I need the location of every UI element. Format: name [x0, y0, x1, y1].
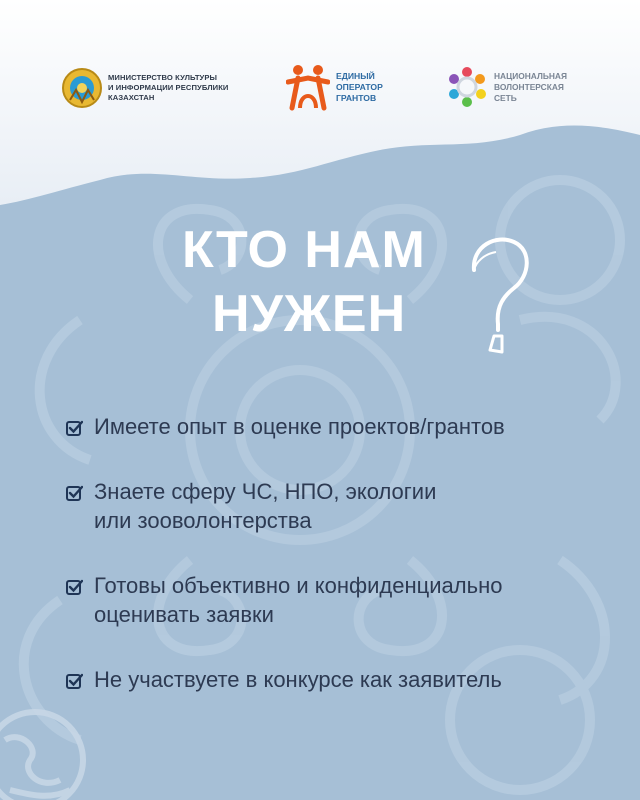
volunteer-line-2: ВОЛОНТЕРСКАЯ: [494, 81, 564, 92]
grants-line-3: ГРАНТОВ: [336, 92, 377, 103]
kazakhstan-emblem-icon: [62, 66, 102, 110]
ministry-line-1: МИНИСТЕРСТВО КУЛЬТУРЫ: [108, 73, 218, 82]
volunteer-network-logo-icon: [446, 66, 488, 108]
ministry-line-2: И ИНФОРМАЦИИ РЕСПУБЛИКИ: [108, 83, 229, 92]
item-2-line-2: или зооволонтерства: [94, 508, 312, 533]
checkbox-checked-icon: [66, 420, 83, 437]
volunteer-logo: [446, 66, 567, 108]
checkbox-checked-icon: [66, 485, 83, 502]
checkbox-checked-icon: [66, 579, 83, 596]
page-title: [182, 218, 426, 346]
question-mark-icon: [466, 232, 536, 362]
item-3-line-1: Готовы объективно и конфиденциально: [94, 573, 503, 598]
grants-logo: [286, 62, 383, 112]
list-item: [66, 412, 586, 441]
grants-line-1: ЕДИНЫЙ: [336, 70, 375, 81]
item-3-line-2: оценивать заявки: [94, 602, 274, 627]
checkbox-checked-icon: [66, 673, 83, 690]
item-1-line-1: Имеете опыт в оценке проектов/грантов: [94, 414, 505, 439]
volunteer-line-3: СЕТЬ: [494, 92, 517, 103]
grants-line-2: ОПЕРАТОР: [336, 81, 383, 92]
title-line-1: КТО НАМ: [182, 221, 426, 279]
title-line-2: НУЖЕН: [212, 285, 407, 343]
grants-operator-logo-icon: [286, 62, 330, 112]
list-item: [66, 665, 586, 694]
item-4-line-1: Не участвуете в конкурсе как заявитель: [94, 667, 502, 692]
list-item: [66, 571, 586, 629]
ministry-line-3: КАЗАХСТАН: [108, 93, 155, 102]
item-2-line-1: Знаете сферу ЧС, НПО, экологии: [94, 479, 437, 504]
ministry-logo: [62, 66, 229, 110]
list-item: [66, 477, 586, 535]
volunteer-line-1: НАЦИОНАЛЬНАЯ: [494, 70, 567, 81]
requirements-list: [66, 412, 586, 694]
